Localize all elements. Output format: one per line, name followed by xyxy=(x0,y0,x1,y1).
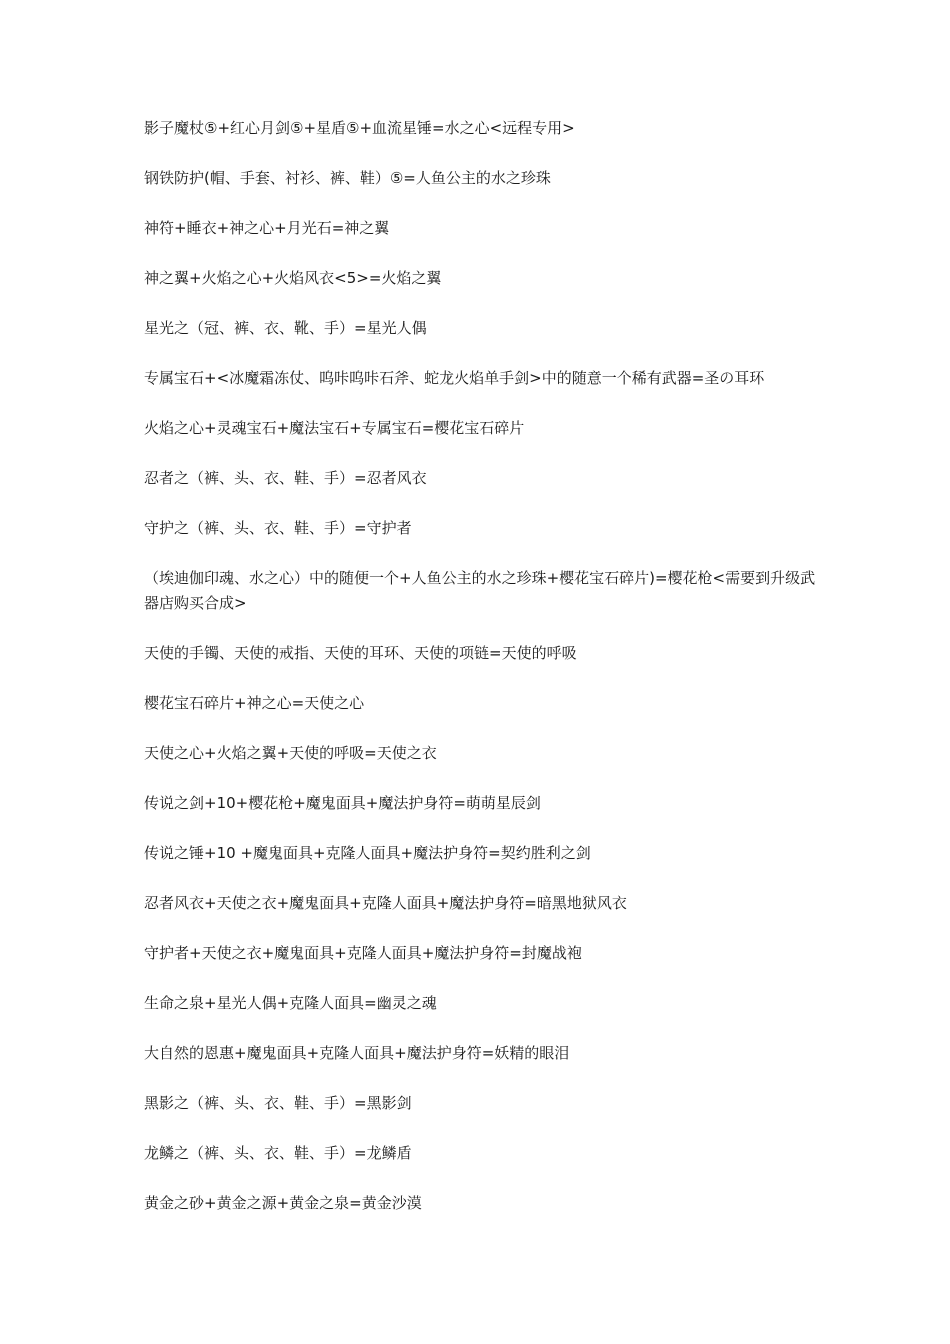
recipe-line: 天使之心+火焰之翼+天使的呼吸=天使之衣 xyxy=(144,744,437,762)
recipe-line: 大自然的恩惠+魔鬼面具+克隆人面具+魔法护身符=妖精的眼泪 xyxy=(144,1044,570,1062)
recipe-line: 传说之锤+10 +魔鬼面具+克隆人面具+魔法护身符=契约胜利之剑 xyxy=(144,844,591,862)
recipe-line: 神符+睡衣+神之心+月光石=神之翼 xyxy=(144,219,390,237)
recipe-line: 传说之剑+10+樱花枪+魔鬼面具+魔法护身符=萌萌星辰剑 xyxy=(144,794,541,812)
recipe-line: 忍者风衣+天使之衣+魔鬼面具+克隆人面具+魔法护身符=暗黑地狱风衣 xyxy=(144,894,627,912)
recipe-line: 黑影之（裤、头、衣、鞋、手）=黑影剑 xyxy=(144,1094,412,1112)
recipe-line: 黄金之砂+黄金之源+黄金之泉=黄金沙漠 xyxy=(144,1194,422,1212)
recipe-line: 天使的手镯、天使的戒指、天使的耳环、天使的项链=天使的呼吸 xyxy=(144,644,577,662)
recipe-line: 忍者之（裤、头、衣、鞋、手）=忍者风衣 xyxy=(144,469,427,487)
recipe-line: （埃迪伽印魂、水之心）中的随便一个+人鱼公主的水之珍珠+樱花宝石碎片)=樱花枪<需要到升级武器店购买合成> xyxy=(144,569,816,612)
recipe-line: 守护之（裤、头、衣、鞋、手）=守护者 xyxy=(144,519,412,537)
recipe-line: 生命之泉+星光人偶+克隆人面具=幽灵之魂 xyxy=(144,994,437,1012)
recipe-line: 专属宝石+<冰魔霜冻仗、呜咔呜咔石斧、蛇龙火焰单手剑>中的随意一个稀有武器=圣の耳环 xyxy=(144,369,765,387)
recipe-line: 影子魔杖⑤+红心月剑⑤+星盾⑤+血流星锤=水之心<远程专用> xyxy=(144,119,575,137)
recipe-line: 星光之（冠、裤、衣、靴、手）=星光人偶 xyxy=(144,319,427,337)
document-content xyxy=(144,116,816,1241)
recipe-line: 火焰之心+灵魂宝石+魔法宝石+专属宝石=樱花宝石碎片 xyxy=(144,419,525,437)
recipe-line: 樱花宝石碎片+神之心=天使之心 xyxy=(144,694,365,712)
recipe-line: 神之翼+火焰之心+火焰风衣<5>=火焰之翼 xyxy=(144,269,442,287)
recipe-line: 龙鳞之（裤、头、衣、鞋、手）=龙鳞盾 xyxy=(144,1144,412,1162)
recipe-line: 守护者+天使之衣+魔鬼面具+克隆人面具+魔法护身符=封魔战袍 xyxy=(144,944,582,962)
recipe-line: 钢铁防护(帽、手套、衬衫、裤、鞋）⑤=人鱼公主的水之珍珠 xyxy=(144,169,551,187)
